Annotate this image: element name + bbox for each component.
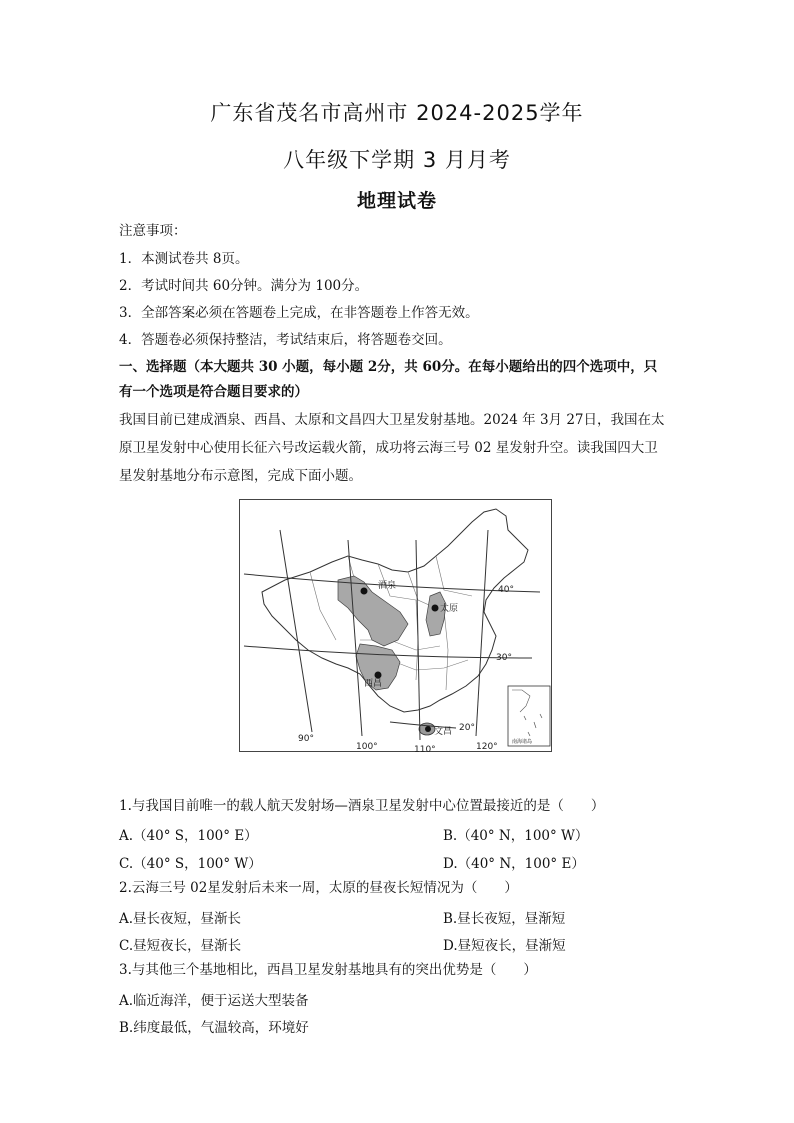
label-lon-120: 120° [476,742,498,752]
label-lat-40: 40° [498,585,514,595]
section-heading-line2: 有一个选项是符合题目要求的） [119,384,308,400]
jiuquan-marker [361,588,368,595]
map-svg [240,500,553,753]
label-taiyuan: 太原 [440,604,459,614]
intro-line3: 星发射基地分布示意图，完成下面小题。 [119,468,362,484]
notice-item-4: 4．答题卷必须保持整洁，考试结束后，将答题卷交回。 [119,332,452,348]
exam-subject-title: 地理试卷 [356,190,437,212]
label-jiuquan: 酒泉 [378,581,397,591]
label-xichang: 西昌 [364,679,383,689]
section-heading-line1: 一、选择题（本大题共 30 小题，每小题 2分，共 60分。在每小题给出的四个选项中，只 [119,359,658,375]
question-1-option-c[interactable]: C.（40° S，100° W） [119,856,262,872]
question-1-option-d[interactable]: D.（40° N，100° E） [443,856,585,872]
intro-line2: 原卫星发射中心使用长征六号改运载火箭，成功将云海三号 02 星发射升空。读我国四大卫 [119,440,658,456]
launch-sites-map [239,499,552,752]
question-1-stem: 1.与我国目前唯一的载人航天发射场—酒泉卫星发射中心位置最接近的是（ ） [119,798,605,814]
intro-line1: 我国目前已建成酒泉、西昌、太原和文昌四大卫星发射基地。2024 年 3月 27日，我国在太 [119,412,665,428]
question-1-option-b[interactable]: B.（40° N，100° W） [443,828,589,844]
question-1-option-a[interactable]: A.（40° S，100° E） [119,828,258,844]
question-3-option-b[interactable]: B.纬度最低，气温较高，环境好 [119,1020,309,1036]
label-wenchang: 文昌 [434,727,453,737]
question-2-option-c[interactable]: C.昼短夜长，昼渐长 [119,938,242,954]
question-3-stem: 3.与其他三个基地相比，西昌卫星发射基地具有的突出优势是（ ） [119,962,537,978]
question-3-option-a[interactable]: A.临近海洋，便于运送大型装备 [119,993,309,1009]
label-lon-110: 110° [414,745,436,753]
inset-label: 南海诸岛 [512,739,533,745]
question-2-stem: 2.云海三号 02星发射后未来一周，太原的昼夜长短情况为（ ） [119,880,518,896]
wenchang-marker [425,726,431,732]
exam-title-line1: 广东省茂名市高州市 2024-2025学年 [210,101,584,125]
xichang-marker [375,672,382,679]
notice-title: 注意事项： [119,223,187,239]
label-lon-100: 100° [356,742,378,752]
label-lat-30: 30° [496,653,512,663]
notice-item-3: 3．全部答案必须在答题卷上完成，在非答题卷上作答无效。 [119,305,479,321]
taiyuan-marker [432,605,439,612]
notice-item-2: 2．考试时间共 60分钟。满分为 100分。 [119,278,369,294]
label-lon-90: 90° [298,734,314,744]
exam-title-line2: 八年级下学期 3 月月考 [283,148,511,172]
question-2-option-d[interactable]: D.昼短夜长，昼渐短 [443,938,566,954]
question-2-option-b[interactable]: B.昼长夜短，昼渐短 [443,911,566,927]
question-2-option-a[interactable]: A.昼长夜短，昼渐长 [119,911,242,927]
label-lat-20: 20° [459,723,475,733]
notice-item-1: 1．本测试卷共 8页。 [119,251,249,267]
